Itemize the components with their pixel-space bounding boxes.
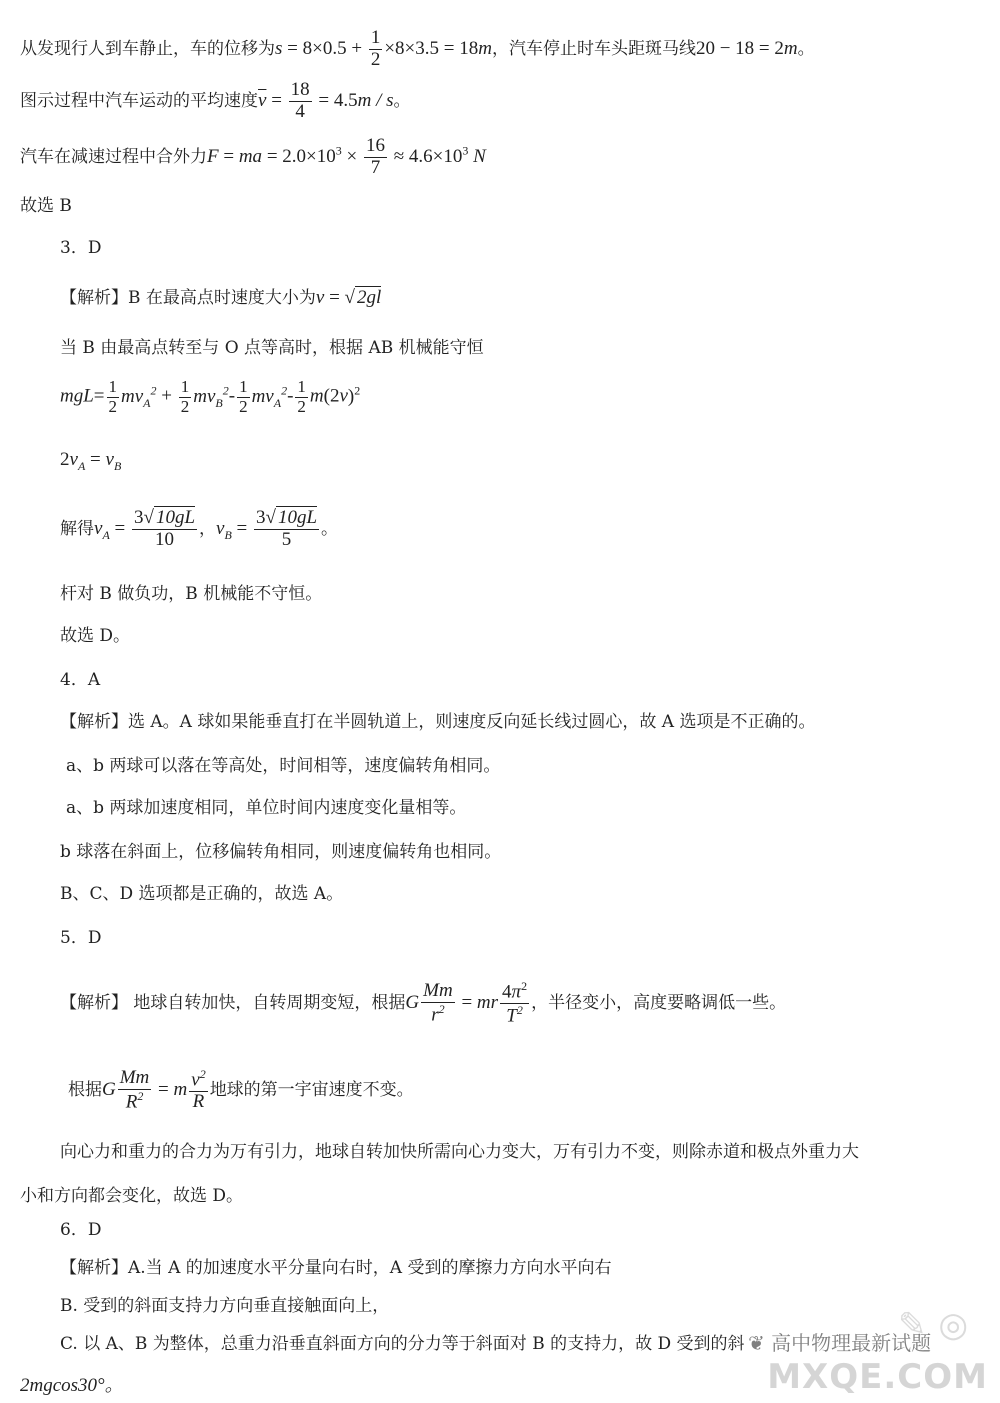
question-3-heading: 3．D [60,238,102,258]
q3-equation-velocity-relation: $2v_A = v_B$ [60,449,122,473]
solution-line-net-force: 汽车在减速过程中合外力F = ma = $2.0\times 10^3$ × $\frac{16}{7}$ ≈ $4.6\times 10^3$ N [20,135,486,178]
text-average-speed-intro: 图示过程中汽车运动的平均速度 [20,90,258,111]
q3-solve-label: 解得 [60,518,94,539]
watermark [718,1305,988,1397]
q3-energy-conservation-line: 当 B 由最高点转至与 O 点等高时，根据 AB 机械能守恒 [60,338,484,358]
text-displacement-intro: 从发现行人到车静止，车的位移为 [20,38,275,59]
solution-line-displacement: 从发现行人到车静止，车的位移为s = 8×0.5 + $\frac{1}{2}$ ×8×3.5 = 18m，汽车停止时车头距斑马线20 − 18 = 2m。 [20,27,815,70]
q3-answer-line: 故选 D。 [60,626,131,646]
q4-line-b: a、b 两球可以落在等高处，时间相等，速度偏转角相同。 [66,756,501,776]
q5-line-d: 小和方向都会变化，故选 D。 [20,1186,244,1206]
q4-analysis-line: 【解析】选 A。A 球如果能垂直打在半圆轨道上，则速度反向延长线过圆心，故 A 选项是不正确的。 [60,712,816,732]
q5-cosmic-text: 地球的第一宇宙速度不变。 [209,1080,414,1101]
watermark-label: ❦ 高中物理最新试题 [748,1331,932,1355]
solution-line-average-speed: 图示过程中汽车运动的平均速度$\overline{v}$ = $\frac{18}{4}$ = 4.5m / s。 [20,79,411,122]
q6-analysis-line: 【解析】A.当 A 的加速度水平分量向右时，A 受到的摩擦力方向水平向右 [60,1258,612,1278]
wechat-icon: ❦ [748,1331,772,1355]
q6-line-b: B. 受到的斜面支持力方向垂直接触面向上， [60,1296,390,1316]
q5-analysis-tail: ，半径变小，高度要略调低一些。 [531,993,787,1014]
answer-choice-b: 故选 B [20,196,72,216]
q6-line-c: C. 以 A、B 为整体，总重力沿垂直斜面方向的分力等于斜面对 B 的支持力，故 D 受到的斜 [60,1334,745,1354]
fraction-half: $\frac{1}{2}$ [370,27,381,70]
question-5-heading: 5．D [60,928,102,948]
fraction-18-over-4: $\frac{18}{4}$ [290,79,310,122]
question-6-heading: 6．D [60,1220,102,1240]
question-4-heading: 4．A [60,670,101,690]
q3-analysis-line: 【解析】B 在最高点时速度大小为v = √ 2gl [60,287,382,308]
text-stop-distance: ，汽车停止时车头距斑马线 [491,38,696,59]
q4-line-c: a、b 两球加速度相同，单位时间内速度变化量相等。 [66,798,467,818]
q5-gen-label: 根据 [68,1080,102,1101]
q6-line-d [20,1376,124,1395]
fraction-16-over-7: $\frac{16}{7}$ [365,135,385,178]
q5-first-cosmic-velocity-line: 根据G $\frac{Mm}{R^2}$ = m $\frac{v^2}{R}$ 地球的第一宇宙速度不变。 [68,1067,414,1113]
text-net-force-intro: 汽车在减速过程中合外力 [20,146,207,167]
q4-line-e: B、C、D 选项都是正确的，故选 A。 [60,884,344,904]
watermark-logo-icon: ✎ ◎ [898,1305,968,1345]
q4-line-d: b 球落在斜面上，位移偏转角相同，则速度偏转角也相同。 [60,842,502,862]
q5-line-c: 向心力和重力的合力为万有引力，地球自转加快所需向心力变大，万有引力不变，则除赤道和极点外重力大 [60,1142,859,1162]
q3-solution-line: 解得$v_A$ = $\frac{3√ 10gL}{10}$ ，$v_B$ = $\frac{3√ 10gL}{5}$ 。 [60,507,339,550]
q6-result-text: 2mgcos30°。 [20,1375,124,1396]
q5-analysis-text: 【解析】 地球自转加快，自转周期变短，根据 [60,993,406,1014]
watermark-site: MXQE.COM [767,1357,988,1397]
q5-analysis-line: 【解析】 地球自转加快，自转周期变短，根据G $\frac{Mm}{r^2}$ = mr $\frac{4\pi^2}{T^2}$ ，半径变小，高度要略调低一些。 [60,979,787,1027]
q3-conclusion-line: 杆对 B 做负功，B 机械能不守恒。 [60,584,323,604]
q3-equation-energy: mgL= $\frac{1}{2}$ $mv_A^2$ + $\frac{1}{2}$ $mv_B^2-$ $\frac{1}{2}$ $mv_A^2-$ $\frac{1}{2}$ $m(2v)^2$ [60,377,361,416]
q3-analysis-text: 【解析】B 在最高点时速度大小为 [60,288,316,308]
